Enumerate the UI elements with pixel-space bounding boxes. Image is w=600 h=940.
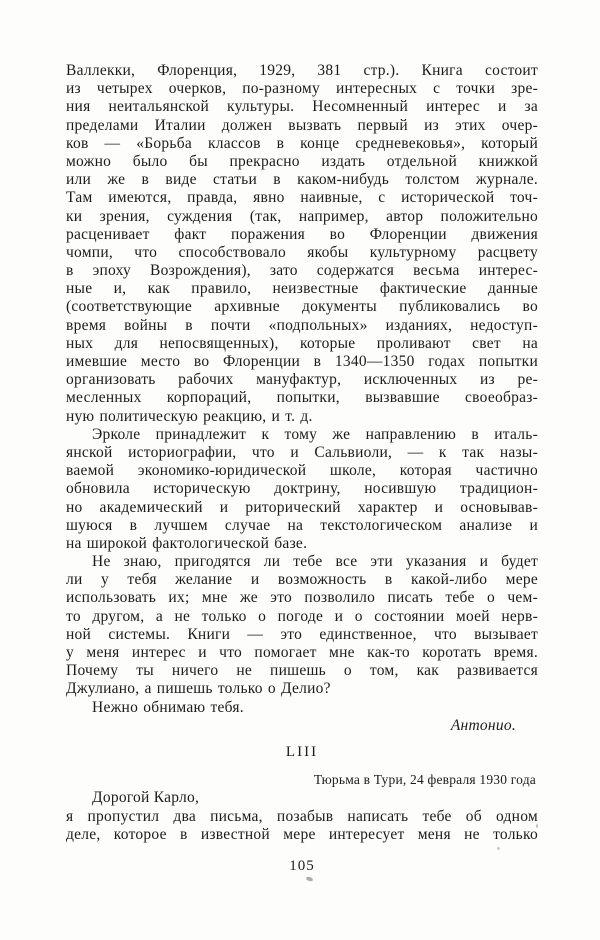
text-line: Почему ты ничего не пишешь о том, как развивается <box>66 662 538 680</box>
text-line: организовать рабочих мануфактур, исключенных из ре- <box>66 371 538 389</box>
text-line: Джулиано, а пишешь только о Делио? <box>66 680 331 698</box>
text-line: шуюся в лучшем случае на текстологическом анализе и <box>66 516 538 534</box>
paragraph <box>66 62 538 426</box>
text-line: я пропустил два письма, позабыв написать тебе об одном <box>66 807 538 825</box>
text-line: Там имеются, правда, явно наивные, с исторической точ- <box>66 189 538 207</box>
text-line: или же в виде статьи в каком-нибудь толстом журнале. <box>66 171 538 189</box>
text-line: ные и, как правило, неизвестные фактические данные <box>66 280 538 298</box>
letter-liii-start <box>66 743 538 844</box>
text-line: использовать их; мне же это позволило писать тебе о чем- <box>66 589 538 607</box>
text-line: в эпоху Возрождения), зато содержатся весьма интерес- <box>66 262 538 280</box>
text-line: ную политическую реакцию, и т. д. <box>66 407 313 425</box>
text-line: но академический и риторический характер и основывав- <box>66 498 538 516</box>
paragraph <box>66 426 538 553</box>
text-line: пределами Италии должен вызвать первый из этих очер- <box>66 116 538 134</box>
text-line: можно было бы прекрасно издать отдельной книжкой <box>66 152 538 170</box>
text-line: Не знаю, пригодятся ли тебе все эти указания и будет <box>92 553 538 571</box>
text-line: деле, которое в известной мере интересует меня не только <box>66 825 538 843</box>
text-line: ваемой экономико-юридической школе, которая частично <box>66 462 538 480</box>
text-line: ной системы. Книги — это единственное, что вызывает <box>66 625 538 643</box>
text-line: (соответствующие архивные документы публиковались во <box>66 298 538 316</box>
text-line: ли у тебя желание и возможность в какой-либо мере <box>66 571 538 589</box>
text-line: чомпи, что способствовало якобы культурному расцвету <box>66 243 538 261</box>
salutation: Дорогой Карло, <box>92 789 200 807</box>
text-line: Нежно обнимаю тебя. <box>92 698 244 716</box>
scan-speck <box>306 876 314 882</box>
page-number: 105 <box>289 857 315 874</box>
text-line: ния неитальянской культуры. Несомненный интерес и за <box>66 98 538 116</box>
paragraph <box>66 553 538 699</box>
signature: Антонио. <box>450 716 516 734</box>
text-line: ков — «Борьба классов в конце средневековья», который <box>66 134 538 152</box>
text-line: обновила историческую доктрину, носившую традицион- <box>66 480 538 498</box>
letter-number-heading: LIII <box>285 743 319 760</box>
text-line: на широкой фактологической базе. <box>66 534 308 552</box>
paragraph <box>66 699 538 717</box>
text-line: ки зрения, суждения (так, например, автор положительно <box>66 207 538 225</box>
text-line: время войны в почти «подпольных» изданиях, недоступ- <box>66 316 538 334</box>
text-line: то другом, а не только о погоде и о состоянии моей нерв- <box>66 607 538 625</box>
dateline: Тюрьма в Тури, 24 февраля 1930 года <box>313 772 536 788</box>
text-line: у меня интерес и что помогает мне как-то коротать время. <box>66 644 538 661</box>
scan-speck <box>497 847 500 850</box>
text-line: Валлекки, Флоренция, 1929, 381 стр.). Книга состоит <box>66 62 538 79</box>
scan-speck <box>536 824 538 828</box>
text-line: расценивает факт поражения во Флоренции движения <box>66 225 538 243</box>
paragraph <box>66 808 538 844</box>
text-line: месленных корпораций, попытки, вызвавшие своеобраз- <box>66 389 538 407</box>
text-line: Эрколе принадлежит к тому же направлению в италь- <box>92 425 538 443</box>
text-line: имевшие место во Флоренции в 1340—1350 годах попытки <box>66 353 538 370</box>
letter-lii-body <box>66 62 538 735</box>
text-line: из четырех очерков, по-разному интересных с точки зре- <box>66 80 538 98</box>
text-line: янской историографии, что и Сальвиоли, — к так назы- <box>66 443 538 461</box>
text-line: ных для непосвященных), которые проливают свет на <box>66 334 538 352</box>
letter-text-block <box>66 62 538 875</box>
